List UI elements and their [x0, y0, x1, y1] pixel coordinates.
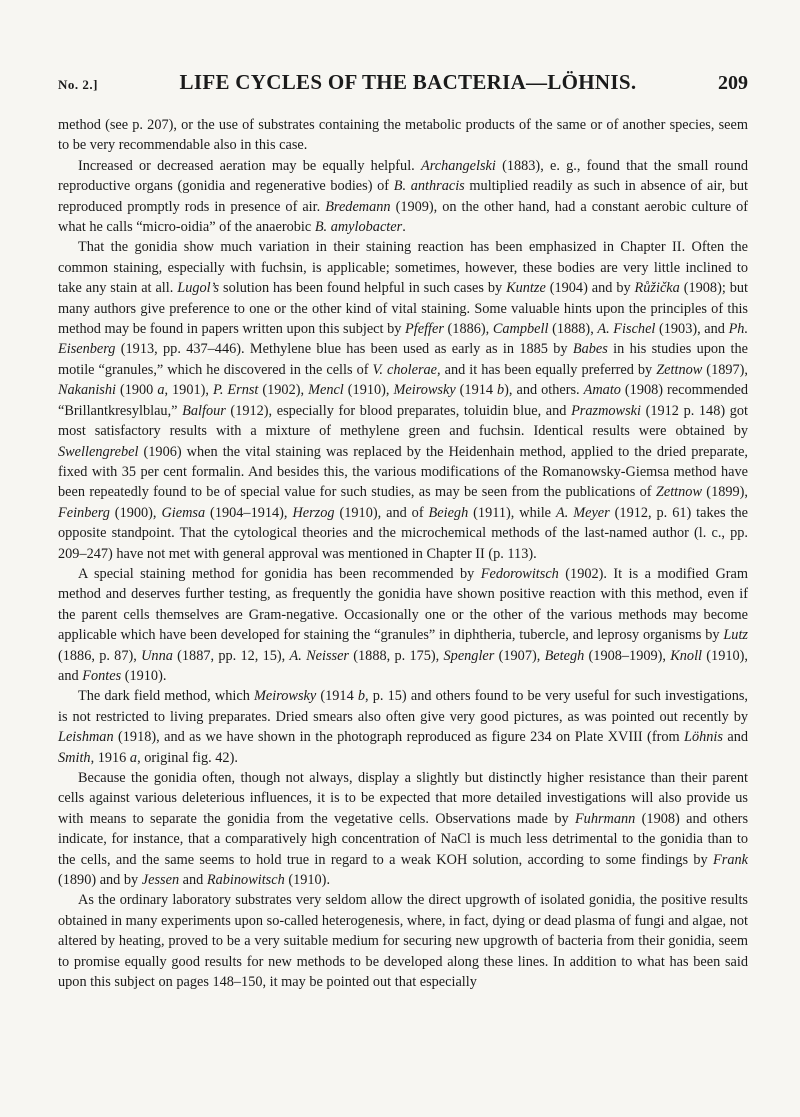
italic-citation: Jessen: [141, 872, 180, 889]
text-run: and: [722, 729, 749, 746]
italic-citation: Feinberg: [58, 504, 110, 521]
italic-citation: Fedorowitsch: [480, 565, 559, 582]
italic-citation: B. anthracis: [393, 178, 465, 195]
text-run: (1910),: [343, 382, 394, 399]
paragraph: [58, 768, 748, 890]
text-run: , p. 15) and others found to be very useful for such investigations, is not restricted to living preparates. Dried smears also often give very good pictures, as was pointed out recently by: [58, 688, 748, 725]
paragraph: [58, 890, 748, 992]
text-run: (1886),: [443, 321, 493, 338]
italic-citation: Fontes: [82, 667, 122, 684]
italic-citation: A. Fischel: [597, 321, 656, 338]
text-run: (1887, pp. 12, 15),: [172, 647, 290, 664]
text-run: (1907),: [494, 647, 545, 664]
text-run: (1886, p. 87),: [58, 647, 142, 664]
italic-citation: Zettnow: [656, 361, 703, 378]
text-run: (1912, p. 61) takes the opposite standpoint. That the cytological theories and the microchemical methods of the last-named author (l. c., pp. 209–247) have not met with general approval was mentioned in Chapter II (p. 113).: [58, 504, 748, 562]
text-run: (1903), and: [655, 321, 729, 338]
italic-citation: Smith: [58, 749, 91, 766]
text-run: (1910).: [284, 872, 331, 889]
italic-citation: Bredemann: [325, 198, 391, 215]
text-run: Increased or decreased aeration may be equally helpful.: [78, 157, 421, 174]
text-run: (1888, p. 175),: [349, 647, 444, 664]
text-run: (1918), and as we have shown in the photograph reproduced as figure 234 on Plate XVIII (from: [113, 729, 685, 746]
italic-citation: Nakanishi: [58, 382, 116, 399]
text-run: (1912), especially for blood preparates, toluidin blue, and: [225, 402, 572, 419]
text-run: (1908) and others indicate, for instance, that a comparatively high concentration of NaCl is much less detrimental to the gonidia than to the cells, and the same seems to hold true in regard to a weak KOH solution, according to some findings by: [58, 810, 749, 868]
text-run: (1888),: [548, 321, 598, 338]
text-run: (1911), while: [468, 504, 556, 521]
body-text: [58, 115, 748, 992]
italic-citation: Herzog: [292, 504, 335, 521]
text-run: ), and others.: [504, 382, 584, 399]
running-title: LIFE CYCLES OF THE BACTERIA—LÖHNIS.: [179, 70, 637, 94]
italic-citation: Prazmowski: [571, 402, 641, 419]
text-run: (1910), and of: [334, 504, 429, 521]
italic-citation: Meirowsky: [393, 382, 456, 399]
italic-citation: Balfour: [182, 402, 226, 419]
text-run: (1883), e. g., found that the small round reproductive organs (gonidia and regenerative bodies) of: [58, 157, 749, 195]
italic-citation: Betegh: [544, 647, 585, 664]
page-header: [58, 70, 748, 95]
italic-citation: a: [129, 749, 138, 766]
text-run: (1908–1909),: [584, 647, 671, 664]
text-run: (1910).: [121, 667, 167, 684]
italic-citation: Kuntze: [506, 280, 546, 297]
text-run: Because the gonidia often, though not always, display a slightly but distinctly higher resistance than their parent cells against various deleterious influences, it is to be expected that more detailed investigations will also provide us with means to separate the gonidia from the vegetative cells. Observations made by: [58, 770, 748, 827]
text-run: (1910), and: [58, 647, 748, 684]
italic-citation: P. Ernst: [212, 382, 259, 399]
italic-citation: b: [357, 688, 366, 705]
italic-citation: Zettnow: [655, 484, 702, 501]
text-run: That the gonidia show much variation in their staining reaction has been emphasized in Chapter II. Often the common staining, especially with fuchsin, is applicable; sometimes, however, these bodies are very little inclined to take any stain at all.: [58, 239, 748, 297]
text-run: (1913, pp. 437–446). Methylene blue has been used as early as in 1885 by: [115, 341, 573, 358]
text-run: A special staining method for gonidia has been recommended by: [78, 565, 481, 582]
italic-citation: A. Meyer: [555, 504, 610, 521]
text-run: , original fig. 42).: [137, 749, 238, 766]
text-run: solution has been found helpful in such cases by: [219, 280, 507, 297]
text-run: , 1916: [90, 749, 130, 766]
italic-citation: Archangelski: [420, 157, 496, 174]
italic-citation: Knoll: [670, 647, 703, 664]
italic-citation: B. amylobacter: [314, 219, 403, 236]
italic-citation: Leishman: [58, 729, 114, 746]
paragraph: [58, 237, 748, 564]
text-run: method (see p. 207), or the use of substrates containing the metabolic products of the same or of another species, seem to be very recommendable also in this case.: [58, 117, 748, 154]
text-run: As the ordinary laboratory substrates very seldom allow the direct upgrowth of isolated gonidia, the positive results obtained in many experiments upon so-called heterogenesis, where, in fact, dying or dead plasma of fungi and algae, not altered by heating, proved to be a very suitable medium for securing new upgrowth of bacteria from their gonidia, seem to promise equally good results for new methods to be developed along these lines. In addition to what has been said upon this subject on pages 148–150, it may be pointed out that especially: [58, 892, 748, 991]
text-run: (1906) when the vital staining was replaced by the Heidenhain method, applied to the dried preparate, fixed with 35 per cent formalin. And besides this, the various modifications of the Romanowsky-Giemsa method have been repeatedly found to be of special value for such studies, as may be seen from the publications of: [58, 443, 748, 501]
text-run: (1904–1914),: [205, 504, 293, 521]
text-run: (1899),: [701, 484, 749, 501]
text-run: (1908); but many authors give preference to one or the other kind of vital staining. Some valuable hints upon the principles of this method may be found in papers written upon this subject by: [58, 280, 748, 338]
text-run: , 1901),: [164, 382, 213, 399]
paragraph: [58, 564, 748, 686]
text-run: (1902),: [258, 382, 309, 399]
italic-citation: Pfeffer: [405, 321, 444, 338]
text-run: (1912 p. 148) got most satisfactory results with a mixture of methylene green and fuchsin. Identical results were obtained by: [58, 402, 748, 440]
italic-citation: Rabinowitsch: [206, 872, 285, 889]
italic-citation: Růžička: [634, 280, 680, 297]
italic-citation: b: [497, 382, 505, 399]
text-run: in his studies upon the motile “granules,” which he discovered in the cells of: [58, 341, 748, 378]
italic-citation: Spengler: [443, 647, 495, 664]
text-run: (1890) and by: [58, 872, 142, 889]
italic-citation: A. Neisser: [289, 647, 349, 664]
italic-citation: Swellengrebel: [58, 443, 139, 460]
paragraph: [58, 686, 748, 768]
text-run: (1897),: [702, 361, 748, 378]
document-page: [58, 70, 748, 992]
paragraph: [58, 156, 748, 238]
italic-citation: Mencl: [308, 382, 344, 399]
page-number: 209: [717, 72, 748, 94]
paragraph: [58, 115, 748, 156]
italic-citation: Beiegh: [428, 504, 469, 521]
italic-citation: Löhnis: [684, 729, 723, 746]
text-run: The dark field method, which: [78, 688, 254, 705]
italic-citation: Lugol’s: [177, 280, 220, 297]
italic-citation: V. cholerae: [372, 361, 438, 378]
text-run: (1902). It is a modified Gram method and deserves further testing, as frequently the gonidia have shown positive reaction with this method, even if the parent cells themselves are Gram-negative. Occasionally one or the other of the various methods may become applicable which have been developed for staining the “granules” in diphtheria, tubercle, and leprosy organisms by: [58, 565, 748, 644]
italic-citation: Babes: [572, 341, 608, 358]
text-run: (1914: [316, 688, 358, 705]
text-run: (1900),: [109, 504, 162, 521]
text-run: (1908) recommended “Brillantkresylblau,”: [58, 382, 749, 419]
italic-citation: Lutz: [723, 627, 748, 644]
italic-citation: Meirowsky: [254, 688, 317, 705]
text-run: (1904) and by: [545, 280, 635, 297]
italic-citation: Giemsa: [161, 504, 206, 521]
italic-citation: Campbell: [492, 321, 549, 338]
italic-citation: Unna: [141, 647, 173, 664]
text-run: multiplied readily as such in absence of air, but reproduced promptly rods in presence of air.: [58, 178, 749, 215]
text-run: and: [179, 872, 207, 889]
text-run: (1914: [455, 382, 497, 399]
italic-citation: a: [157, 382, 165, 399]
italic-citation: Frank: [713, 851, 748, 868]
italic-citation: Fuhrmann: [574, 810, 636, 827]
text-run: (1900: [115, 382, 158, 399]
text-run: .: [402, 219, 406, 236]
italic-citation: Ph. Eisenberg: [58, 321, 749, 358]
italic-citation: Amato: [583, 382, 621, 399]
text-run: (1909), on the other hand, had a constant aerobic culture of what he calls “micro-oidia” of the anaerobic: [58, 198, 748, 236]
text-run: , and it has been equally preferred by: [437, 361, 657, 378]
issue-number: No. 2.]: [58, 77, 98, 92]
